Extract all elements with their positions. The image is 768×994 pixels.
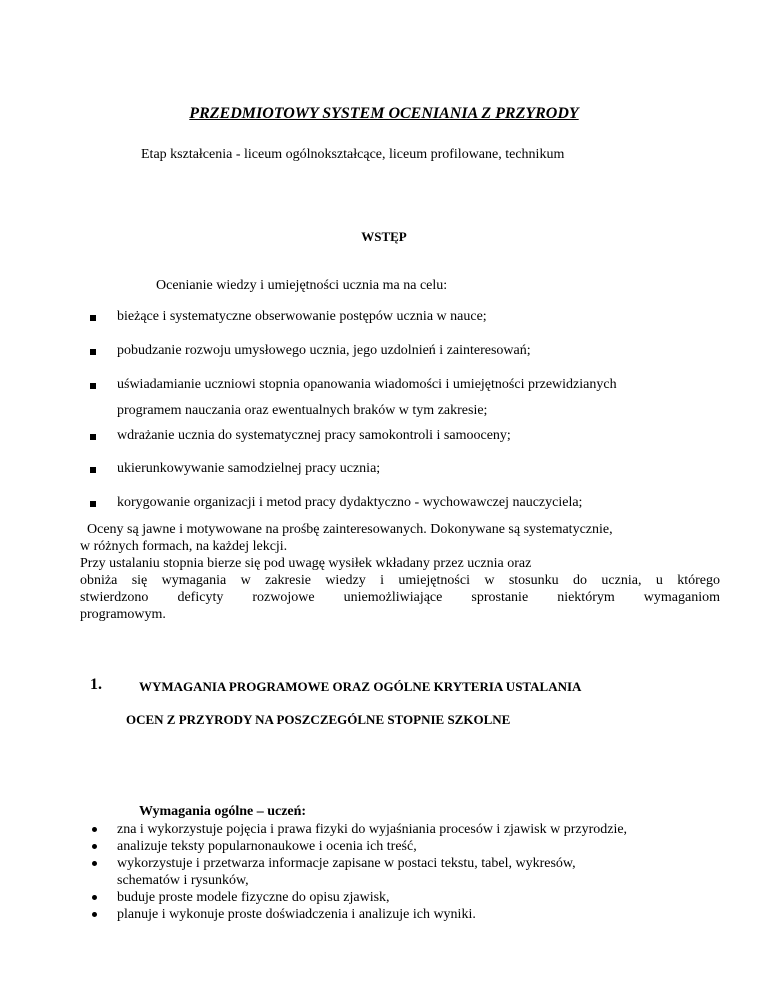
paragraph-line: w różnych formach, na każdej lekcji. xyxy=(80,539,288,554)
square-bullet-icon xyxy=(90,467,96,473)
section-number: 1. xyxy=(90,676,102,693)
square-bullet-icon xyxy=(90,383,96,389)
bullet-dot-icon xyxy=(92,912,97,917)
square-bullet-icon xyxy=(90,349,96,355)
section-title-line1: WYMAGANIA PROGRAMOWE ORAZ OGÓLNE KRYTERIA USTALANIA xyxy=(139,679,582,694)
square-bullet-icon xyxy=(90,315,96,321)
bullet-dot-icon xyxy=(92,827,97,832)
requirement-item-continuation: schematów i rysunków, xyxy=(117,873,249,888)
goal-item: wdrażanie ucznia do systematycznej pracy samokontroli i samooceny; xyxy=(117,428,511,443)
requirement-item: zna i wykorzystuje pojęcia i prawa fizyki do wyjaśniania procesów i zjawisk w przyrodzie, xyxy=(117,822,628,837)
requirements-heading: Wymagania ogólne – uczeń: xyxy=(139,804,307,819)
goal-item: korygowanie organizacji i metod pracy dydaktyczno - wychowawczej nauczyciela; xyxy=(117,495,583,510)
square-bullet-icon xyxy=(90,434,96,440)
requirement-item: planuje i wykonuje proste doświadczenia i analizuje ich wyniki. xyxy=(117,907,476,922)
paragraph-line: Przy ustalaniu stopnia bierze się pod uwagę wysiłek wkładany przez ucznia oraz xyxy=(80,556,532,571)
document-title: PRZEDMIOTOWY SYSTEM OCENIANIA Z PRZYRODY xyxy=(189,105,579,122)
section-title-line2: OCEN Z PRZYRODY NA POSZCZEGÓLNE STOPNIE SZKOLNE xyxy=(126,712,511,727)
requirement-item: buduje proste modele fizyczne do opisu zjawisk, xyxy=(117,890,390,905)
goal-item: ukierunkowywanie samodzielnej pracy ucznia; xyxy=(117,461,381,476)
requirement-item: wykorzystuje i przetwarza informacje zapisane w postaci tekstu, tabel, wykresów, xyxy=(117,856,576,871)
bullet-dot-icon xyxy=(92,895,97,900)
paragraph-line: stwierdzono deficyty rozwojowe uniemożliwiające sprostanie niektórym wymaganiom xyxy=(80,590,720,605)
bullet-dot-icon xyxy=(92,844,97,849)
goal-item-continuation: programem nauczania oraz ewentualnych braków w tym zakresie; xyxy=(117,403,488,418)
paragraph-line: programowym. xyxy=(80,607,166,622)
goal-item: pobudzanie rozwoju umysłowego ucznia, jego uzdolnień i zainteresowań; xyxy=(117,343,531,358)
requirement-item: analizuje teksty popularnonaukowe i ocenia ich treść, xyxy=(117,839,417,854)
square-bullet-icon xyxy=(90,501,96,507)
grading-paragraph xyxy=(80,521,720,623)
education-stage: Etap kształcenia - liceum ogólnokształcące, liceum profilowane, technikum xyxy=(141,147,565,162)
bullet-dot-icon xyxy=(92,861,97,866)
paragraph-line: Oceny są jawne i motywowane na prośbę zainteresowanych. Dokonywane są systematycznie, xyxy=(80,522,613,537)
intro-heading: WSTĘP xyxy=(361,229,407,244)
goal-item: bieżące i systematyczne obserwowanie postępów ucznia w nauce; xyxy=(117,309,487,324)
paragraph-line: obniża się wymagania w zakresie wiedzy i umiejętności w stosunku do ucznia, u którego xyxy=(80,573,720,588)
intro-text: Ocenianie wiedzy i umiejętności ucznia ma na celu: xyxy=(156,278,448,293)
goal-item: uświadamianie uczniowi stopnia opanowania wiadomości i umiejętności przewidzianych xyxy=(117,377,617,392)
